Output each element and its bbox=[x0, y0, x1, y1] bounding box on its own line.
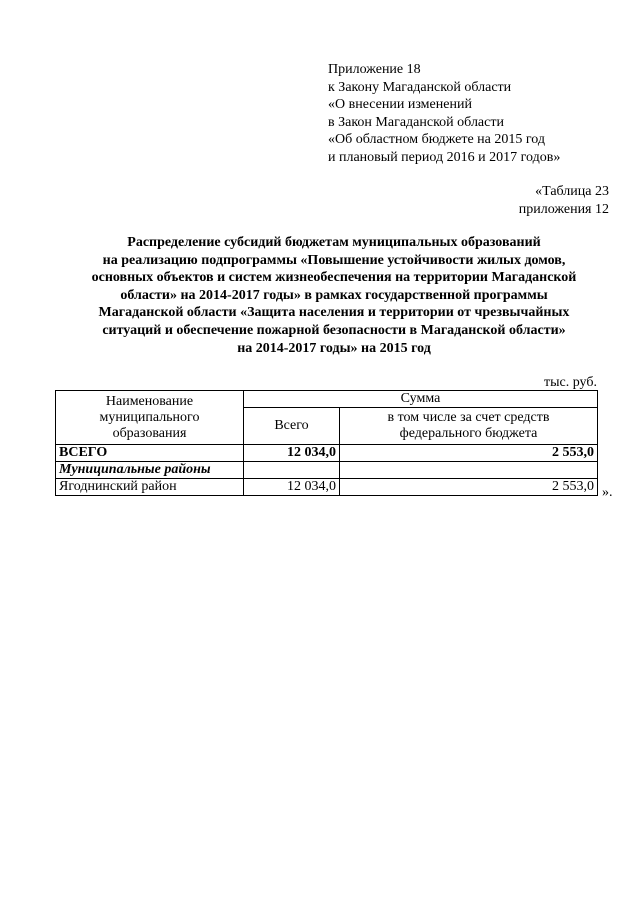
header-name-cell bbox=[56, 391, 244, 445]
table-reference-line: «Таблица 23 bbox=[535, 184, 609, 199]
appendix-line: «О внесении изменений bbox=[328, 97, 472, 113]
title-line: основных объектов и систем жизнеобеспечения на территории Магаданской bbox=[91, 270, 577, 286]
header-name-line: муниципального bbox=[99, 409, 200, 425]
section-name-cell: Муниципальные районы bbox=[56, 462, 244, 479]
section-federal-cell bbox=[340, 462, 598, 479]
title-line: ситуаций и обеспечение пожарной безопасности в Магаданской области» bbox=[102, 322, 566, 338]
appendix-line: Приложение 18 bbox=[328, 62, 421, 77]
table-reference bbox=[519, 183, 609, 218]
title-line: области» на 2014-2017 годы» в рамках государственной программы bbox=[120, 287, 548, 303]
appendix-line: к Закону Магаданской области bbox=[328, 79, 512, 95]
header-sum-cell: Сумма bbox=[244, 391, 598, 408]
row-sum-cell: 12 034,0 bbox=[244, 479, 340, 496]
total-sum-cell: 12 034,0 bbox=[244, 445, 340, 462]
header-federal-cell bbox=[340, 408, 598, 445]
table-reference-line: приложения 12 bbox=[518, 201, 609, 217]
appendix-header bbox=[328, 61, 560, 167]
table-row bbox=[56, 479, 598, 496]
total-federal-cell: 2 553,0 bbox=[340, 445, 598, 462]
header-name-line: образования bbox=[112, 425, 187, 441]
header-total-cell: Всего bbox=[244, 408, 340, 445]
row-federal-cell: 2 553,0 bbox=[340, 479, 598, 496]
title-line: на 2014-2017 годы» на 2015 год bbox=[237, 340, 431, 356]
table-header-row bbox=[56, 391, 598, 408]
units-label: тыс. руб. bbox=[544, 375, 597, 390]
closing-quote-mark: ». bbox=[602, 485, 613, 500]
subsidy-table bbox=[55, 390, 598, 496]
header-federal-line: в том числе за счет средств bbox=[387, 410, 550, 425]
title-line: Распределение субсидий бюджетам муниципальных образований bbox=[127, 235, 541, 250]
row-name-cell: Ягоднинский район bbox=[56, 479, 244, 496]
title-line: на реализацию подпрограммы «Повышение устойчивости жилых домов, bbox=[102, 252, 566, 268]
table-section-row bbox=[56, 462, 598, 479]
table-total-row bbox=[56, 445, 598, 462]
header-name-line: Наименование bbox=[105, 393, 194, 409]
appendix-line: «Об областном бюджете на 2015 год bbox=[328, 132, 545, 148]
title-line: Магаданской области «Защита населения и территории от чрезвычайных bbox=[98, 305, 570, 321]
total-name-cell: ВСЕГО bbox=[56, 445, 244, 462]
document-title bbox=[40, 234, 628, 357]
appendix-line: в Закон Магаданской области bbox=[328, 114, 504, 130]
header-federal-line: федерального бюджета bbox=[399, 426, 538, 441]
section-sum-cell bbox=[244, 462, 340, 479]
appendix-line: и плановый период 2016 и 2017 годов» bbox=[328, 149, 561, 165]
